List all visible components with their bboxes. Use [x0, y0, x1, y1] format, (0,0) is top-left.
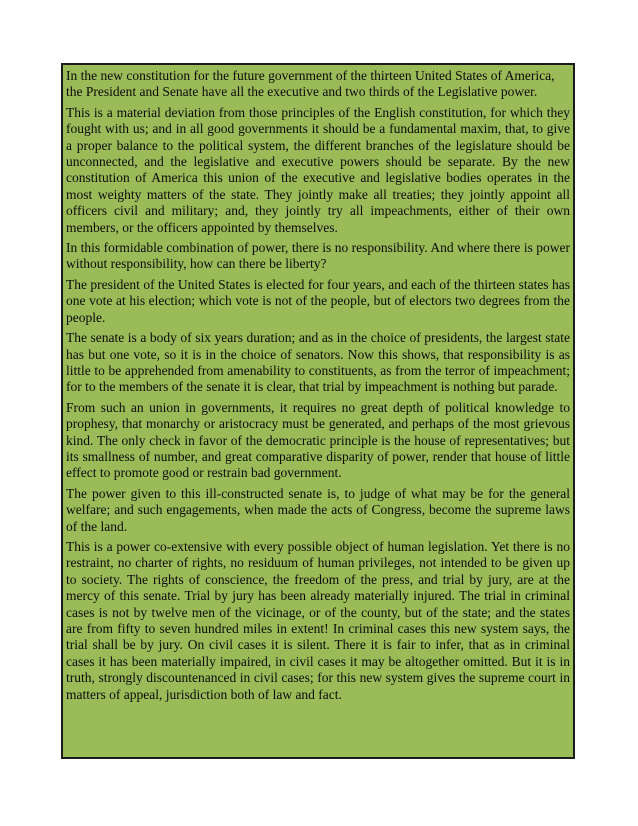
document-text-box [61, 63, 575, 759]
paragraph-6: From such an union in governments, it requires no great depth of political knowledge to prophesy, that monarchy or aristocracy must be generated, and perhaps of the most grievous kind. The only check in favor of the democratic principle is the house of representatives; but its smallness of number, and great comparative disparity of power, render that house of little effect to promote good or restrain bad government. [66, 399, 570, 481]
paragraph-3: In this formidable combination of power, there is no responsibility. And where there is power without responsibility, how can there be liberty? [66, 240, 570, 272]
paragraph-5: The senate is a body of six years duration; and as in the choice of presidents, the largest state has but one vote, so it is in the choice of senators. Now this shows, that responsibility is as little to be apprehended from amenability to constituents, as from the terror of impeachment; for to the members of the senate it is clear, that trial by impeachment is nothing but parade. [66, 330, 570, 395]
paragraph-7: The power given to this ill-constructed senate is, to judge of what may be for the general welfare; and such engagements, when made the acts of Congress, become the supreme laws of the land. [66, 485, 570, 534]
paragraph-2: This is a material deviation from those principles of the English constitution, for which they fought with us; and in all good governments it should be a fundamental maxim, that, to give a proper balance to the political system, the different branches of the legislature should be unconnected, and the legislative and executive powers should be separate. By the new constitution of America this union of the executive and legislative bodies operates in the most weighty matters of the state. They jointly make all treaties; they jointly appoint all officers civil and military; and, they jointly try all impeachments, either of their own members, or the officers appointed by themselves. [66, 104, 570, 235]
paragraph-1: In the new constitution for the future government of the thirteen United States of America, the President and Senate have all the executive and two thirds of the Legislative power. [66, 68, 555, 100]
paragraph-8: This is a power co-extensive with every possible object of human legislation. Yet there is no restraint, no charter of rights, no residuum of human privileges, not intended to be given up to society. The rights of conscience, the freedom of the press, and trial by jury, are at the mercy of this senate. Trial by jury has been already materially injured. The trial in criminal cases is not by twelve men of the vicinage, or of the county, but of the state; and the states are from fifty to seven hundred miles in extent! In criminal cases this new system says, the trial shall be by jury. On civil cases it is silent. There it is fair to infer, that as in criminal cases it has been materially impaired, in civil cases it may be altogether omitted. But it is in truth, strongly discountenanced in civil cases; for this new system gives the supreme court in matters of appeal, jurisdiction both of law and fact. [66, 538, 570, 702]
paragraph-4: The president of the United States is elected for four years, and each of the thirteen states has one vote at his election; which vote is not of the people, but of electors two degrees from the people. [66, 276, 570, 325]
